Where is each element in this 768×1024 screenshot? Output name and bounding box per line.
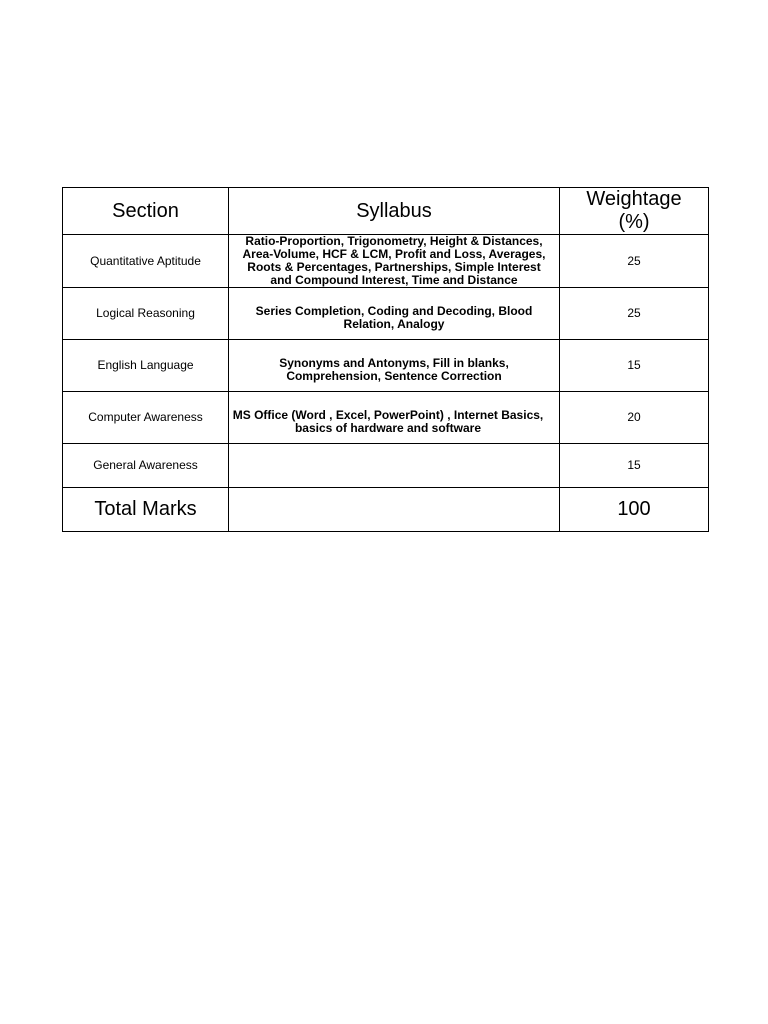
table-row: [63, 235, 709, 288]
weightage-cell: 15: [560, 444, 709, 488]
syllabus-cell: MS Office (Word , Excel, PowerPoint) , Internet Basics, basics of hardware and software: [229, 392, 560, 444]
total-value: 100: [560, 488, 709, 532]
table-header-row: [63, 188, 709, 235]
section-cell: Computer Awareness: [63, 392, 229, 444]
weightage-cell: 25: [560, 288, 709, 340]
header-section: Section: [63, 188, 229, 235]
section-cell: General Awareness: [63, 444, 229, 488]
section-cell: Quantitative Aptitude: [63, 235, 229, 288]
weightage-cell: 25: [560, 235, 709, 288]
header-weightage: Weightage (%): [560, 188, 709, 235]
syllabus-cell: [229, 444, 560, 488]
header-syllabus: Syllabus: [229, 188, 560, 235]
syllabus-cell: Ratio-Proportion, Trigonometry, Height & Distances, Area-Volume, HCF & LCM, Profit and Loss, Averages, Roots & Percentages, Partnerships, Simple Interest and Compound Interest, Time and Distance: [229, 235, 560, 288]
syllabus-cell: Synonyms and Antonyms, Fill in blanks, Comprehension, Sentence Correction: [229, 340, 560, 392]
syllabus-cell: Series Completion, Coding and Decoding, Blood Relation, Analogy: [229, 288, 560, 340]
syllabus-table: [62, 187, 709, 532]
section-cell: Logical Reasoning: [63, 288, 229, 340]
total-empty-cell: [229, 488, 560, 532]
total-label: Total Marks: [63, 488, 229, 532]
weightage-cell: 20: [560, 392, 709, 444]
table-row: [63, 392, 709, 444]
table-row: [63, 444, 709, 488]
weightage-cell: 15: [560, 340, 709, 392]
section-cell: English Language: [63, 340, 229, 392]
total-row: [63, 488, 709, 532]
table-row: [63, 340, 709, 392]
table-row: [63, 288, 709, 340]
